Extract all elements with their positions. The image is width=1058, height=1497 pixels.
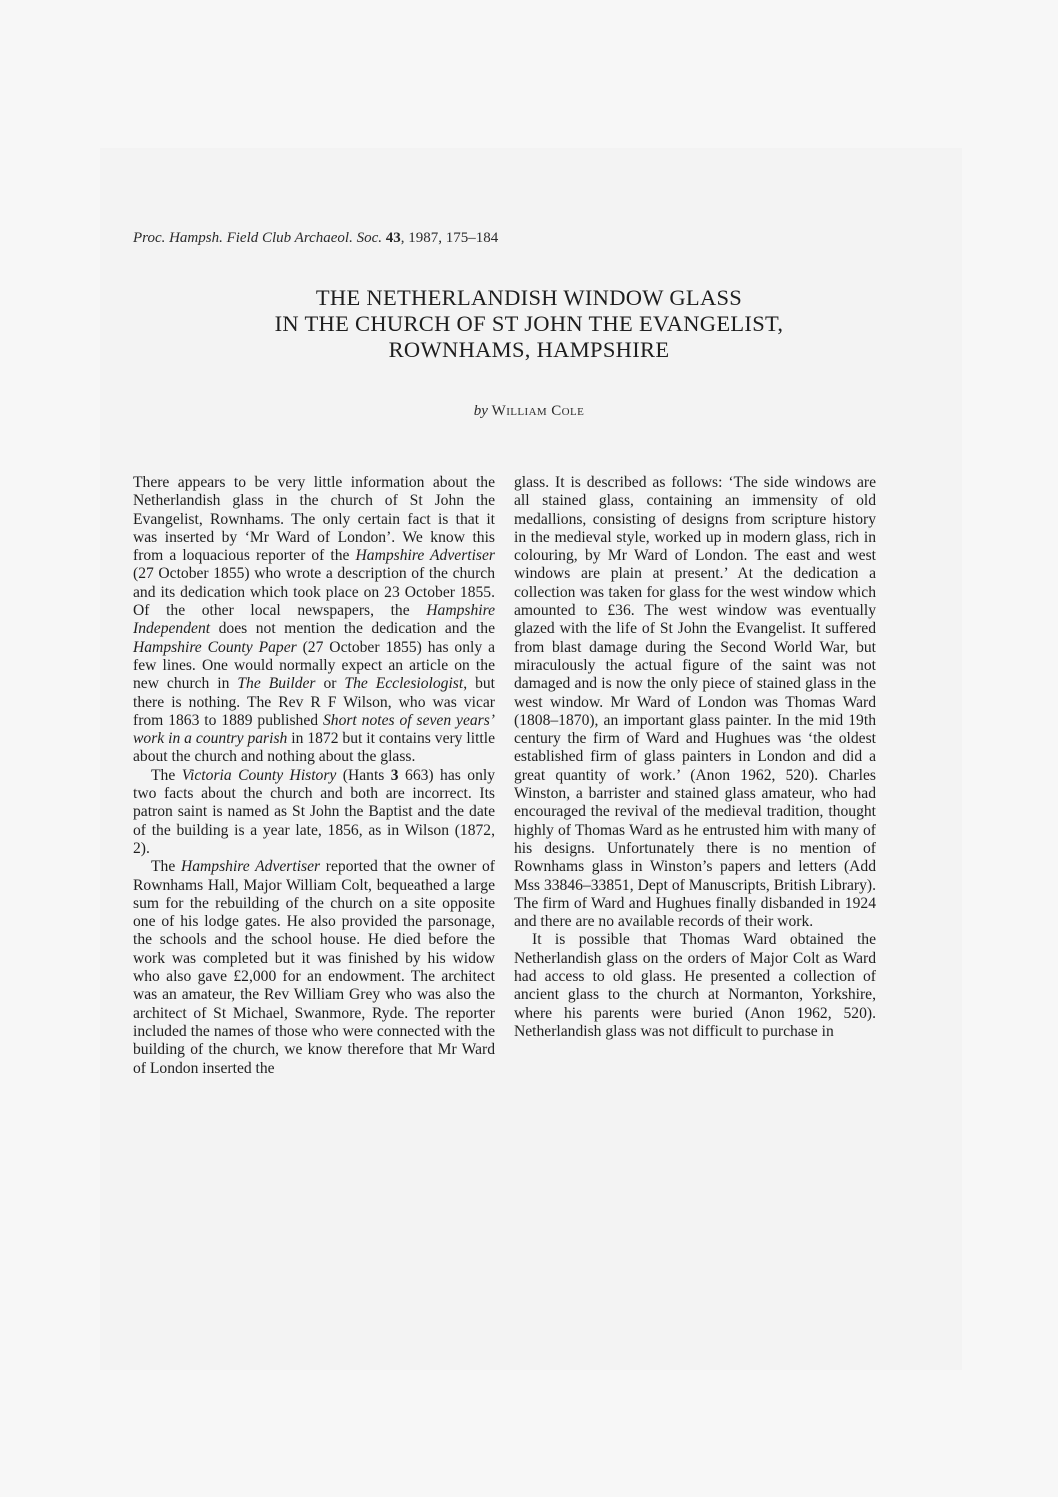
byline-by: by xyxy=(473,403,488,419)
text-run: or xyxy=(315,675,345,693)
title-line-1: THE NETHERLANDISH WINDOW GLASS xyxy=(315,285,743,310)
italic-title: Hampshire Advertiser xyxy=(180,858,321,876)
byline xyxy=(0,403,1058,420)
author-name: William Cole xyxy=(491,403,585,419)
text-run: in 1872 but it contains very little about the church and nothing about the glass. xyxy=(133,730,495,766)
paragraph: glass. It is described as follows: ‘The side windows are all stained glass, containing an immensity of old medallions, consisting of designs from scripture history in the medieval style, worked up in modern glass, rich in colouring, by Mr Ward of London. The east and west windows are plain at present.’ At the dedication a collection was taken for glass for the west window which amounted to £36. The west window was eventually glazed with the life of St John the Evangelist. It suffered from blast damage during the Second World War, but miraculously the actual figure of the saint was not damaged and is now the only piece of stained glass in the west window. Mr Ward of London was Thomas Ward (1808–1870), an important glass painter. In the mid 19th century the firm of Ward and Hughues was ‘the oldest established firm of glass painters in London and did a great quantity of work.’ (Anon 1962, 520). Charles Winston, a barrister and stained glass amateur, who had encouraged the revival of the medieval tradition, thought highly of Thomas Ward as he entrusted him with many of his designs. Unfortunately there is no mention of Rownhams glass in Winston’s papers and letters (Add Mss 33846–33851, Dept of Manuscripts, British Library). The firm of Ward and Hughues finally disbanded in 1924 and there are no available records of their work. xyxy=(514,474,876,931)
italic-title: Hampshire Independent xyxy=(133,602,495,638)
text-run: The xyxy=(151,858,181,876)
paragraph xyxy=(133,767,495,858)
text-run: does not mention the dedication and the xyxy=(210,620,495,638)
italic-title: Hampshire County Paper xyxy=(133,638,297,656)
italic-title: Hampshire Advertiser xyxy=(355,547,495,565)
italic-title: The Ecclesiologist xyxy=(344,675,464,693)
text-run: The xyxy=(151,766,182,784)
text-run: 663) has only two facts about the church and both are incorrect. Its patron saint is named as St John the Baptist and the date of the building is a year late, 1856, as in Wilson (1872, 2). xyxy=(133,766,495,857)
title-line-2: IN THE CHURCH OF ST JOHN THE EVANGELIST, xyxy=(274,311,784,336)
paragraph xyxy=(133,474,495,767)
text-run: (27 October 1855) has only a few lines. One would normally expect an article on the new church in xyxy=(133,638,495,693)
text-run: (27 October 1855) who wrote a description of the church and its dedication which took place on 23 October 1855. Of the other local newspapers, the xyxy=(133,565,495,620)
body-column-right xyxy=(514,474,876,1041)
italic-title: Victoria County History xyxy=(181,766,337,784)
journal-name: Proc. Hampsh. Field Club Archaeol. Soc. xyxy=(133,230,382,246)
italic-title: The Builder xyxy=(237,675,316,693)
text-run: reported that the owner of Rownhams Hall, Major William Colt, bequeathed a large sum for the rebuilding of the church on a site opposite one of his lodge gates. He also provided the parsonage, the schools and the school house. He died before the work was completed but it was finished by his widow who also gave £2,000 for an endowment. The architect was an amateur, the Rev William Grey who was also the architect of St Michael, Swanmore, Ryde. The reporter included the names of those who were connected with the building of the church, we know therefore that Mr Ward of London inserted the xyxy=(133,858,495,1077)
italic-title: Short notes of seven years’ work in a country parish xyxy=(133,711,496,748)
bold-volume: 3 xyxy=(390,766,399,784)
text-run: , but there is nothing. The Rev R F Wilson, who was vicar from 1863 to 1889 published xyxy=(133,675,495,729)
paragraph: It is possible that Thomas Ward obtained the Netherlandish glass on the orders of Major Colt as Ward had access to old glass. He presented a collection of ancient glass to the church at Normanton, Yorkshire, where his parents were buried (Anon 1962, 520). Netherlandish glass was not difficult to purchase in xyxy=(514,931,876,1040)
title-line-3: ROWNHAMS, HAMPSHIRE xyxy=(388,337,670,362)
text-run: (Hants xyxy=(336,766,391,784)
journal-pages: , 1987, 175–184 xyxy=(400,230,499,246)
paragraph xyxy=(133,858,495,1078)
text-run: There appears to be very little information about the Netherlandish glass in the church of St John the Evangelist, Rownhams. The only certain fact is that it was inserted by ‘Mr Ward of London’. We know this from a loquacious reporter of the xyxy=(133,474,495,565)
journal-citation xyxy=(133,230,498,247)
article-title xyxy=(0,285,1058,363)
journal-volume: 43 xyxy=(385,230,401,246)
body-column-left xyxy=(133,474,495,1078)
